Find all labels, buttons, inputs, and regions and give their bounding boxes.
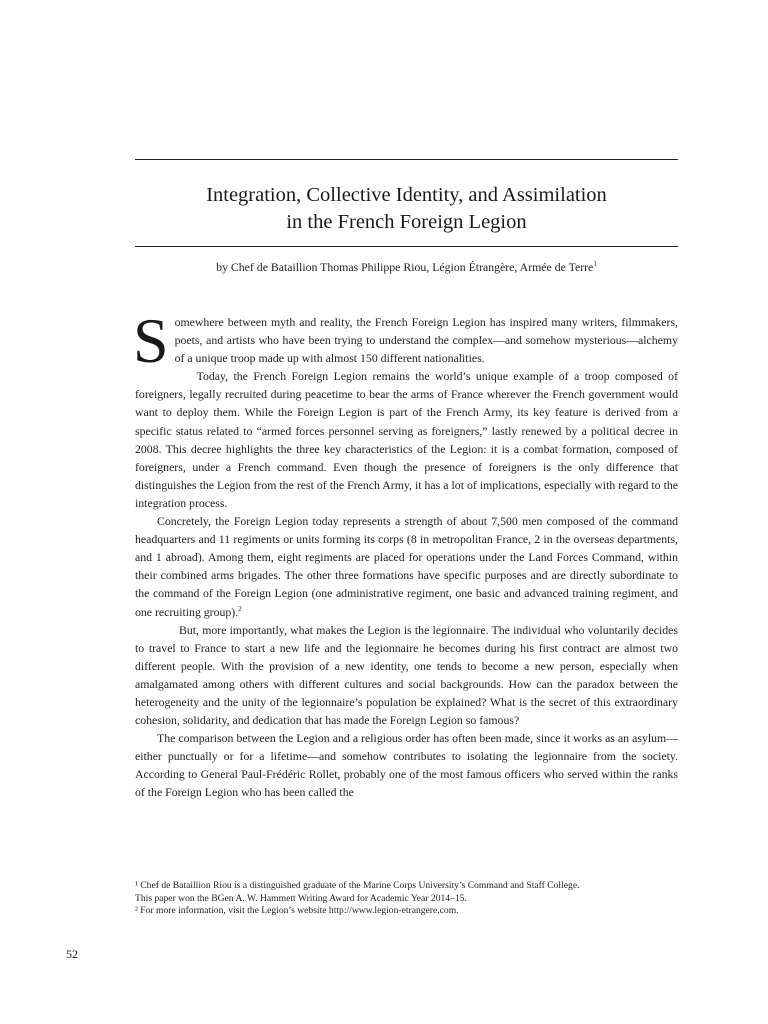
paragraph-4: But, more importantly, what makes the Legion is the legionnaire. The individual who voluntarily decides to travel to France to start a new life and the legionnaire he becomes during his first contract are almost two different people. With the provision of a new identity, one tends to become a new person, especially when amalgamated among others with different cultures and social backgrounds. How can the paradox between the heterogeneity and the unity of the legionnaire’s population be explained? What is the secret of this extraordinary cohesion, solidarity, and dedication that has made the Foreign Legion so famous? [135,622,678,728]
footnotes [135,880,678,918]
title-bottom-rule [135,246,678,247]
footnote-1-line-2: This paper won the BGen A. W. Hammett Writing Award for Academic Year 2014–15. [135,892,467,904]
paragraph-2: Today, the French Foreign Legion remains the world’s unique example of a troop composed of foreigners, legally recruited during peacetime to bear the arms of France wherever the French government would want to deploy them. While the Foreign Legion is part of the French Army, its key feature is derived from a specific status related to “armed forces personnel serving as foreigners,” lastly renewed by a political decree in 2008. This decree highlights the three key characteristics of the Legion: it is a combat formation, composed of foreigners, under a French command. Even though the presence of foreigners is the only difference that distinguishes the Legion from the rest of the French Army, it has a lot of implications, especially with regard to the integration process. [135,369,678,510]
article-title [135,182,678,236]
page-number: 52 [66,947,78,961]
paragraph-1 [133,305,678,376]
paragraph-5: The comparison between the Legion and a religious order has often been made, since it works as an asylum—either punctually or for a lifetime—and somehow contributes to isolating the legionnaire from the society. According to General Paul-Frédéric Rollet, probably one of the most famous officers who served within the ranks of the Foreign Legion who has been called the [135,731,678,800]
paragraph-3 [135,512,678,621]
drop-cap: S [133,305,169,376]
paragraph-3-text: Concretely, the Foreign Legion today represents a strength of about 7,500 men composed of the command headquarters and 11 regiments or units forming its corps (8 in metropolitan France, 2 in the overseas departments, and 1 abroad). Among them, eight regiments are placed for operations under the Land Forces Command, within their combined arms brigades. The other three formations have specific purposes and are directly subordinate to the command of the Foreign Legion (one administrative regiment, one basic and advanced training regiment, and one recruiting group). [135,514,678,619]
byline-footnote-ref: 1 [593,260,597,269]
title-line-2: in the French Foreign Legion [286,211,527,233]
paragraph-1-text: omewhere between myth and reality, the French Foreign Legion has inspired many writers, filmmakers, poets, and artists who have been trying to understand the complex—and somehow mysterious—alchemy of a unique troop made up with almost 150 different nationalities. [174,315,678,366]
title-top-rule [135,159,678,160]
footnote-1-line-1: ¹ Chef de Bataillion Riou is a distinguished graduate of the Marine Corps University’s Command and Staff College. [135,880,580,891]
article-body [133,305,678,802]
paragraph-3-footnote-ref: 2 [238,604,242,613]
title-line-1: Integration, Collective Identity, and Assimilation [206,184,607,206]
footnote-2: ² For more information, visit the Legion’s website http://www.legion-etrangere.com. [135,905,459,917]
byline [135,259,678,275]
byline-text: by Chef de Bataillion Thomas Philippe Riou, Légion Étrangère, Armée de Terre [216,260,594,274]
